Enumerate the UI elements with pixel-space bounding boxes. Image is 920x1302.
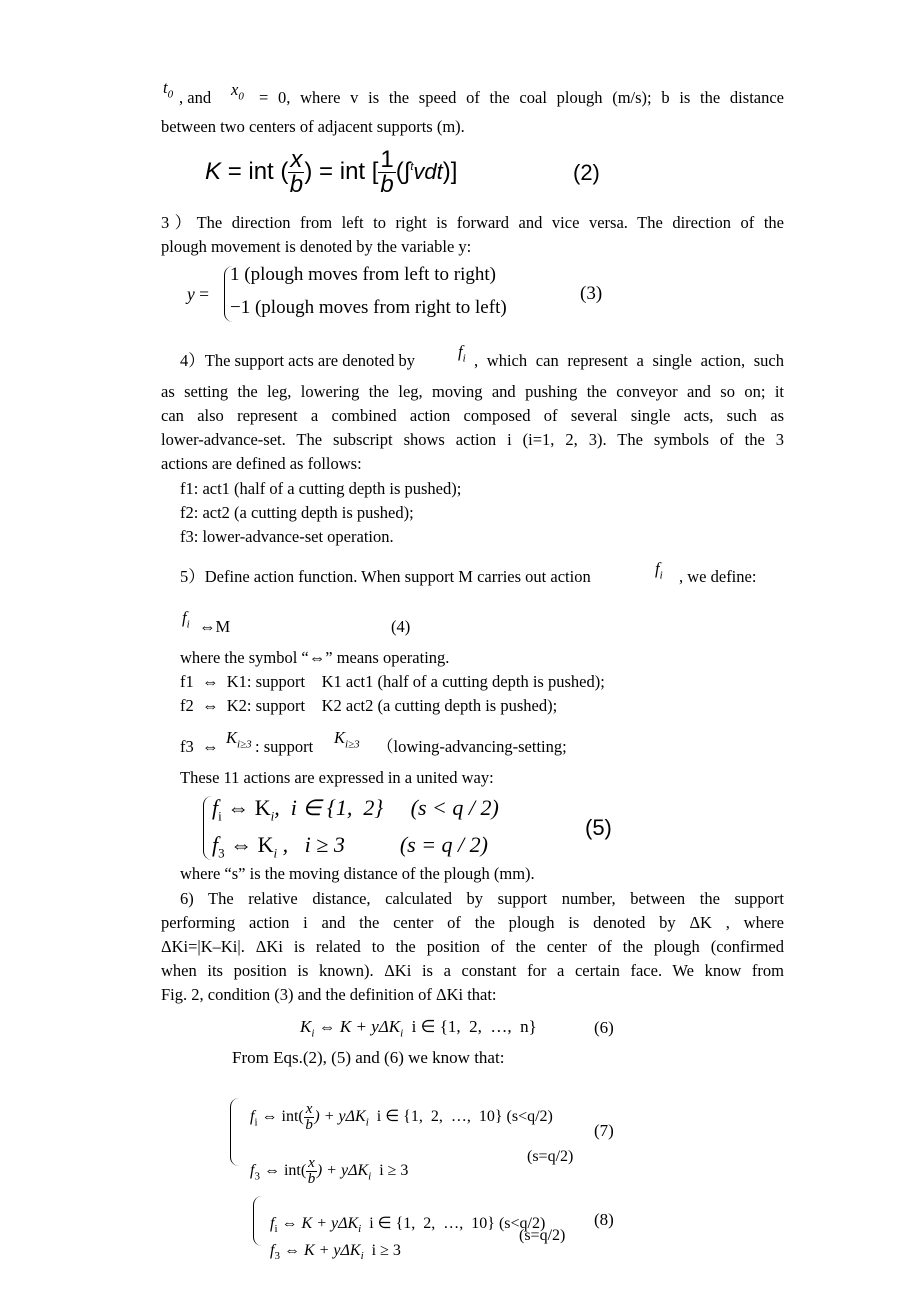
text-line: These 11 actions are expressed in a united way: <box>180 768 494 787</box>
equation-6: $K_i$ ⇔ K + yΔK$_i$ i ∈ {1, 2, …, n} <box>300 1017 537 1040</box>
equation-number: (7) <box>594 1121 614 1140</box>
text-line: ΔKi=|K–Ki|. ΔKi is related to the position of the center of the plough (confirmed <box>161 937 784 956</box>
math-fi: $f_i$ <box>458 342 466 365</box>
text-line: f1: act1 (half of a cutting depth is pushed); <box>180 479 462 498</box>
equation-8-case1: $f_i$ ⇔ K + yΔK$_i$ i ∈ {1, 2, …, 10} (s<q/2) <box>270 1215 546 1236</box>
math-fi: $f_i$ <box>655 559 663 582</box>
text-line: plough movement is denoted by the variable y: <box>161 237 472 256</box>
text-line: 6) The relative distance, calculated by support number, between the support <box>180 889 784 908</box>
text-line: actions are defined as follows: <box>161 454 362 473</box>
text-line: as setting the leg, lowering the leg, moving and pushing the conveyor and so on; it <box>161 382 784 401</box>
equation-3-case2: −1 (plough moves from right to left) <box>230 297 507 318</box>
equation-8-case2: $f_3$ ⇔ K + yΔK$_i$ i ≥ 3 <box>270 1242 401 1263</box>
math-K-ge3: $K_{i\ge 3}$ <box>226 728 252 751</box>
math-t0: $t_0$ <box>163 78 174 101</box>
math-fi: $f_i$ <box>182 608 190 631</box>
equation-5-case1: $f_i$ ⇔ $K_i$, i ∈ {1, 2} (s < q / 2) <box>212 795 499 824</box>
text-line: 5）Define action function. When support M carries out action <box>180 567 591 586</box>
math-x0: $x_0$ <box>231 80 244 103</box>
equation-3-case1: 1 (plough moves from left to right) <box>230 264 496 285</box>
text-line: Fig. 2, condition (3) and the definition of ΔKi that: <box>161 985 497 1004</box>
text-line: , which can represent a single action, such <box>474 351 784 370</box>
text-line: when its position is known). ΔKi is a constant for a certain face. We know from <box>161 961 784 980</box>
equation-number: (2) <box>573 160 600 185</box>
text-line: 3）The direction from left to right is forward and vice versa. The direction of the <box>161 213 784 232</box>
equation-number: (6) <box>594 1018 614 1037</box>
text-line: : support <box>255 737 314 756</box>
text-line <box>163 78 173 104</box>
text-line: f3: lower-advance-set operation. <box>180 527 394 546</box>
equation-8-cond: (s=q/2) <box>519 1227 566 1244</box>
text-line: 4）The support acts are denoted by <box>180 351 416 370</box>
math-K-ge3: $K_{i\ge 3}$ <box>334 728 360 751</box>
text-line: From Eqs.(2), (5) and (6) we know that: <box>232 1048 505 1067</box>
equation-4: ⇔M <box>199 617 231 636</box>
text-line: （lowing-advancing-setting; <box>377 737 567 756</box>
text-line: f3 ⇔ <box>180 737 219 756</box>
equation-5-case2: $f_3$ ⇔ $K_i$ , i ≥ 3 (s = q / 2) <box>212 832 488 861</box>
text-line: f2: act2 (a cutting depth is pushed); <box>180 503 414 522</box>
text-line: can also represent a combined action composed of several single acts, such as <box>161 406 784 425</box>
text-line: = 0, where v is the speed of the coal plough (m/s); b is the distance <box>259 88 784 107</box>
text-line: between two centers of adjacent supports (m). <box>161 117 465 136</box>
text-line: performing action i and the center of the plough is denoted by ΔK , where <box>161 913 784 932</box>
text-line: f2 ⇔ K2: support K2 act2 (a cutting depth is pushed); <box>180 696 558 715</box>
equation-2: K = int ( $\frac{x}{b}$ ) = int [ $\frac{1}{b}$ (∫$^t$vdt)] <box>205 146 458 198</box>
equation-3-lhs: y = <box>187 284 210 304</box>
equation-number: (4) <box>391 617 411 636</box>
text-line: where “s” is the moving distance of the plough (mm). <box>180 864 535 883</box>
equation-7-cond: (s=q/2) <box>527 1148 574 1165</box>
equation-number: (3) <box>580 283 603 304</box>
text-line: lower-advance-set. The subscript shows action i (i=1, 2, 3). The symbols of the 3 <box>161 430 784 449</box>
equation-7-case2: $f_3$ ⇔ int( $\frac{x}{b}$ ) + yΔK$_i$ i ≥ 3 <box>250 1155 409 1187</box>
equation-number: (8) <box>594 1210 614 1229</box>
text-line: where the symbol “⇔” means operating. <box>180 648 450 667</box>
text-line: , we define: <box>679 567 757 586</box>
text-line: f1 ⇔ K1: support K1 act1 (half of a cutting depth is pushed); <box>180 672 605 691</box>
equation-7-case1: $f_i$ ⇔ int( $\frac{x}{b}$ ) + yΔK$_i$ i ∈ {1, 2, …, 10} (s<q/2) <box>250 1101 553 1133</box>
brace <box>230 1098 239 1166</box>
equation-number: (5) <box>585 815 612 840</box>
brace <box>203 796 212 860</box>
brace <box>253 1196 262 1246</box>
text-line: , and <box>179 88 212 107</box>
